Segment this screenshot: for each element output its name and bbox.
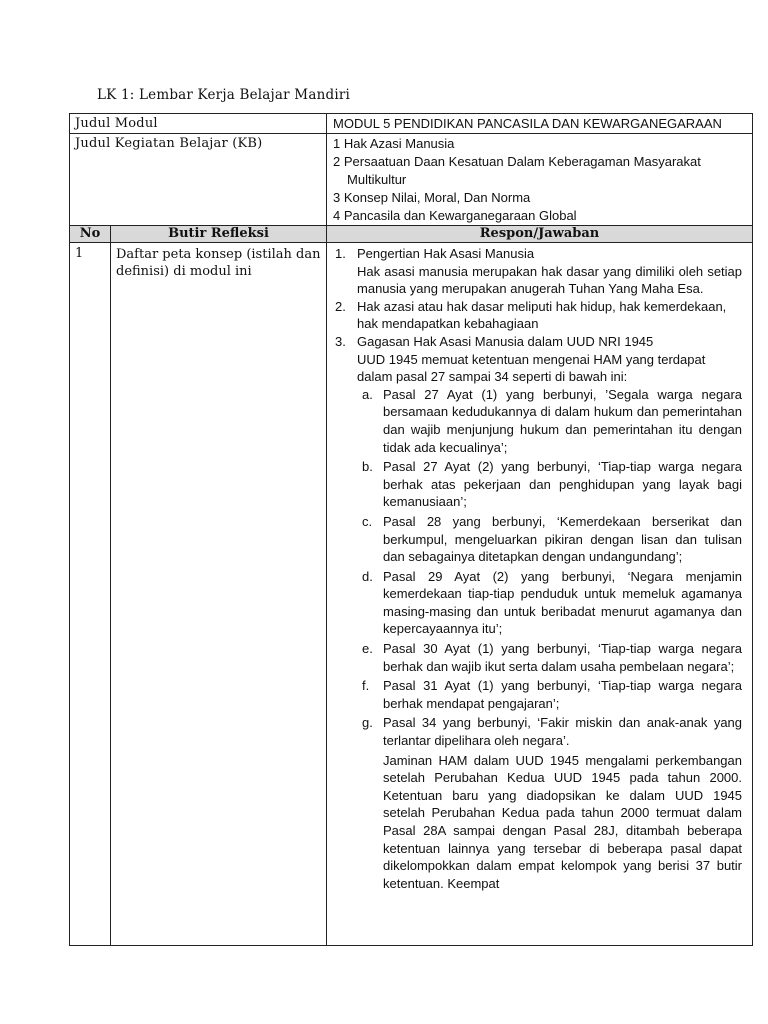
sub-item-text: Pasal 30 Ayat (1) yang berbunyi, ‘Tiap-tiap warga negara berhak dan wajib ikut serta dalam usaha pembelaan negara’; (383, 641, 743, 674)
item-number: 1. (335, 246, 346, 261)
kb-item: 3 Konsep Nilai, Moral, Dan Norma (333, 190, 531, 205)
row-number: 1 (70, 243, 111, 946)
sub-item-text: Pasal 29 Ayat (2) yang berbunyi, ‘Negara menjamin kemerdekaan tiap-tiap penduduk untuk memeluk agamanya masing-masing dan untuk beribadat menurut agamanya dan kepercayaannya itu’; (383, 568, 743, 637)
item-number: 2. (335, 298, 346, 314)
sub-item-text: Pasal 27 Ayat (2) yang berbunyi, ‘Tiap-tiap warga negara berhak atas pekerjaan dan penghidupan yang layak bagi kemanusiaan’; (383, 459, 743, 510)
sub-item-letter: c. (362, 513, 373, 529)
table-row (70, 243, 753, 946)
header-respon: Respon/Jawaban (327, 226, 753, 243)
item-number: 3. (335, 333, 346, 349)
sub-item-text: Pasal 27 Ayat (1) yang berbunyi, ’Segala warga negara bersamaan kedudukannya di dalam hukum dan pemerintahan dan wajib menjunjung hukum dan pemerintahan itu dengan tidak ada kecualinya’; (383, 386, 743, 455)
header-butir: Butir Refleksi (111, 226, 327, 243)
sub-item-letter: f. (362, 678, 370, 694)
sub-item (357, 458, 742, 511)
item-title: Hak azasi atau hak dasar meliputi hak hidup, hak kemerdekaan, hak mendapatkan kebahagiaan (357, 298, 727, 332)
kb-item: Multikultur (347, 172, 407, 187)
sub-item-letter: d. (362, 568, 373, 584)
kb-item: 2 Persaatuan Daan Kesatuan Dalam Keberagaman Masyarakat (333, 154, 701, 169)
sub-item (357, 568, 742, 638)
kb-label: Judul Kegiatan Belajar (KB) (70, 134, 327, 226)
sub-item (357, 640, 742, 675)
response-cell (327, 243, 753, 946)
sub-item-letter: g. (362, 715, 373, 731)
header-row (70, 226, 753, 243)
closing-paragraph: Jaminan HAM dalam UUD 1945 mengalami perkembangan setelah Perubahan Kedua UUD 1945 pada tahun 2000. Ketentuan baru yang diadopsikan ke dalam UUD 1945 setelah Perubahan Kedua pada tahun 2000 termuat dalam Pasal 28A sampai dengan Pasal 28J, ditambah beberapa ketentuan lainnya yang tersebar di beberapa pasal dapat dikelompokkan dalam empat kelompok yang berisi 37 butir ketentuan. Keempat (383, 752, 743, 891)
kb-row (70, 134, 753, 226)
modul-row (70, 114, 753, 134)
item-title: Pengertian Hak Asasi Manusia (357, 246, 535, 261)
list-item (331, 245, 742, 298)
item-paragraph: UUD 1945 memuat ketentuan mengenai HAM yang terdapat dalam pasal 27 sampai 34 seperti di bawah ini: (357, 351, 706, 385)
header-no: No (70, 226, 111, 243)
document-title: LK 1: Lembar Kerja Belajar Mandiri (97, 87, 351, 103)
item-title: Gagasan Hak Asasi Manusia dalam UUD NRI 1945 (357, 333, 654, 349)
sub-item (357, 513, 742, 566)
sub-item-text: Pasal 28 yang berbunyi, ‘Kemerdekaan berserikat dan berkumpul, mengeluarkan pikiran dengan lisan dan tulisan dan sebagainya ditetapkan dengan undangundang’; (383, 513, 743, 565)
item-paragraph: Hak asasi manusia merupakan hak dasar yang dimiliki oleh setiap manusia yang merupakan anugerah Tuhan Yang Maha Esa. (357, 263, 743, 297)
worksheet-table (69, 113, 753, 946)
sub-item (357, 714, 742, 892)
kb-list (327, 134, 753, 226)
kb-item: 4 Pancasila dan Kewarganegaraan Global (333, 208, 577, 223)
sub-item (357, 677, 742, 712)
modul-value: MODUL 5 PENDIDIKAN PANCASILA DAN KEWARGANEGARAAN (327, 114, 753, 134)
sub-item-text: Pasal 31 Ayat (1) yang berbunyi, ‘Tiap-tiap warga negara berhak mendapat pengajaran’; (383, 678, 743, 711)
sub-item-letter: e. (362, 641, 373, 657)
sub-item-letter: a. (362, 386, 373, 402)
kb-item: 1 Hak Azasi Manusia (333, 136, 455, 151)
sub-item-text: Pasal 34 yang berbunyi, ‘Fakir miskin dan anak-anak yang terlantar dipelihara oleh negara’. (383, 715, 743, 749)
butir-text: Daftar peta konsep (istilah dan definisi) di modul ini (111, 243, 327, 946)
list-item (331, 333, 742, 892)
list-item (331, 298, 742, 333)
modul-label: Judul Modul (70, 114, 327, 134)
sub-item (357, 386, 742, 456)
sub-item-letter: b. (362, 459, 373, 475)
